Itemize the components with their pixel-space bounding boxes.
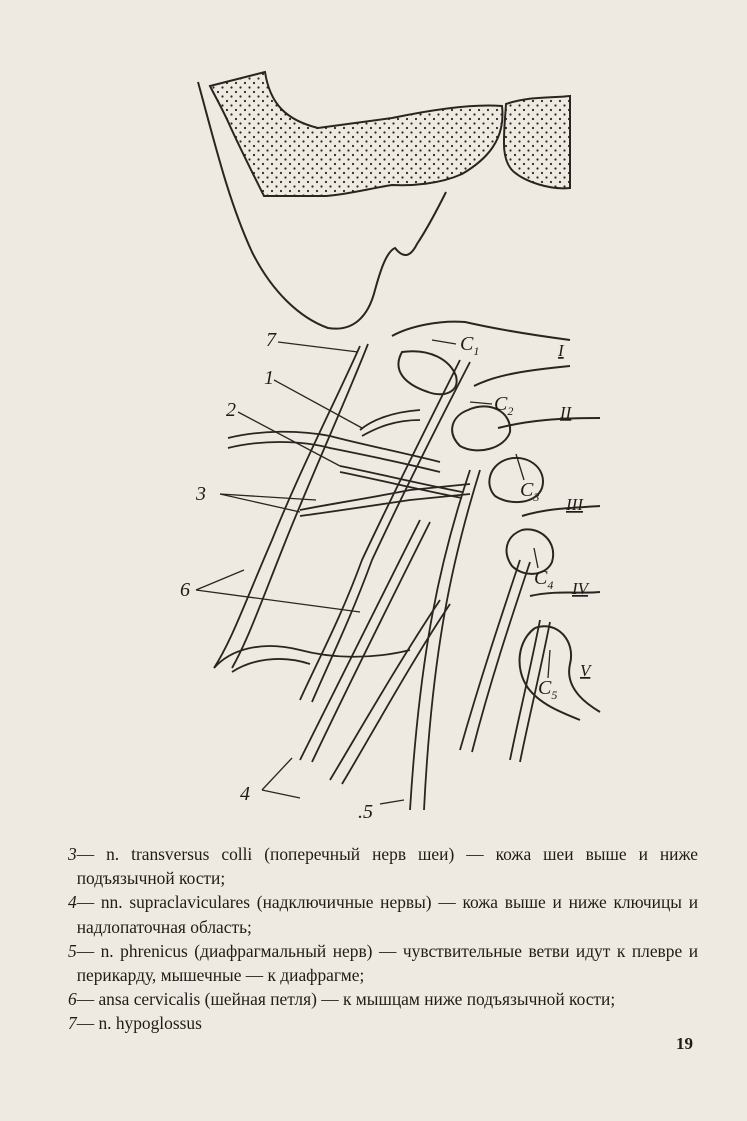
legend-item-4 (68, 890, 698, 938)
label-c5: $C_5$ (538, 677, 558, 702)
label-vertebra-2: II (560, 403, 572, 422)
label-vertebra-1: I (558, 341, 564, 360)
label-c3: $C_3$ (520, 479, 540, 504)
legend-number: 3 (68, 844, 77, 864)
label-vertebra-4: IV (572, 579, 589, 598)
label-vertebra-3: III (566, 495, 583, 514)
legend-item-7 (68, 1011, 698, 1035)
label-4: 4 (240, 783, 250, 805)
page-number: 19 (676, 1034, 693, 1053)
legend-item-6 (68, 987, 698, 1011)
legend-number: 4 (68, 892, 77, 913)
label-2: 2 (226, 399, 236, 421)
legend-text: — n. hypoglossus (76, 1013, 202, 1034)
label-1: 1 (264, 367, 274, 389)
legend-text: — n. transversus colli (поперечный нерв шеи) — кожа шеи выше и ниже подъязычной кости; (76, 844, 698, 889)
label-c4: $C_4$ (534, 567, 554, 592)
label-c2: $C_2$ (494, 393, 514, 418)
legend-item-3 (68, 842, 698, 890)
legend-number: 6 (68, 989, 77, 1010)
label-3: 3 (196, 483, 206, 505)
vertebra-outline (392, 322, 600, 720)
legend-text: — nn. supraclaviculares (надключичные нервы) — кожа выше и ниже ключицы и надлопаточная область; (76, 892, 698, 937)
dotted-right-region (504, 96, 570, 188)
label-7: 7 (266, 329, 276, 351)
label-vertebra-5: V (580, 661, 591, 680)
legend-text: — ansa cervicalis (шейная петля) — к мышцам ниже подъязычной кости; (76, 989, 616, 1010)
label-5: .5 (358, 801, 373, 823)
label-6: 6 (180, 579, 190, 601)
label-c1: $C_1$ (460, 333, 480, 358)
legend-text: — n. phrenicus (диафрагмальный нерв) — чувствительные ветви идут к плевре и перикарду, мышечные — к диафрагме; (76, 940, 698, 986)
legend-item-5 (68, 939, 698, 987)
dotted-bone-region (210, 72, 503, 196)
legend-number: 7 (68, 1013, 77, 1034)
figure-legend (68, 842, 698, 1036)
legend-number: 5 (68, 940, 77, 961)
